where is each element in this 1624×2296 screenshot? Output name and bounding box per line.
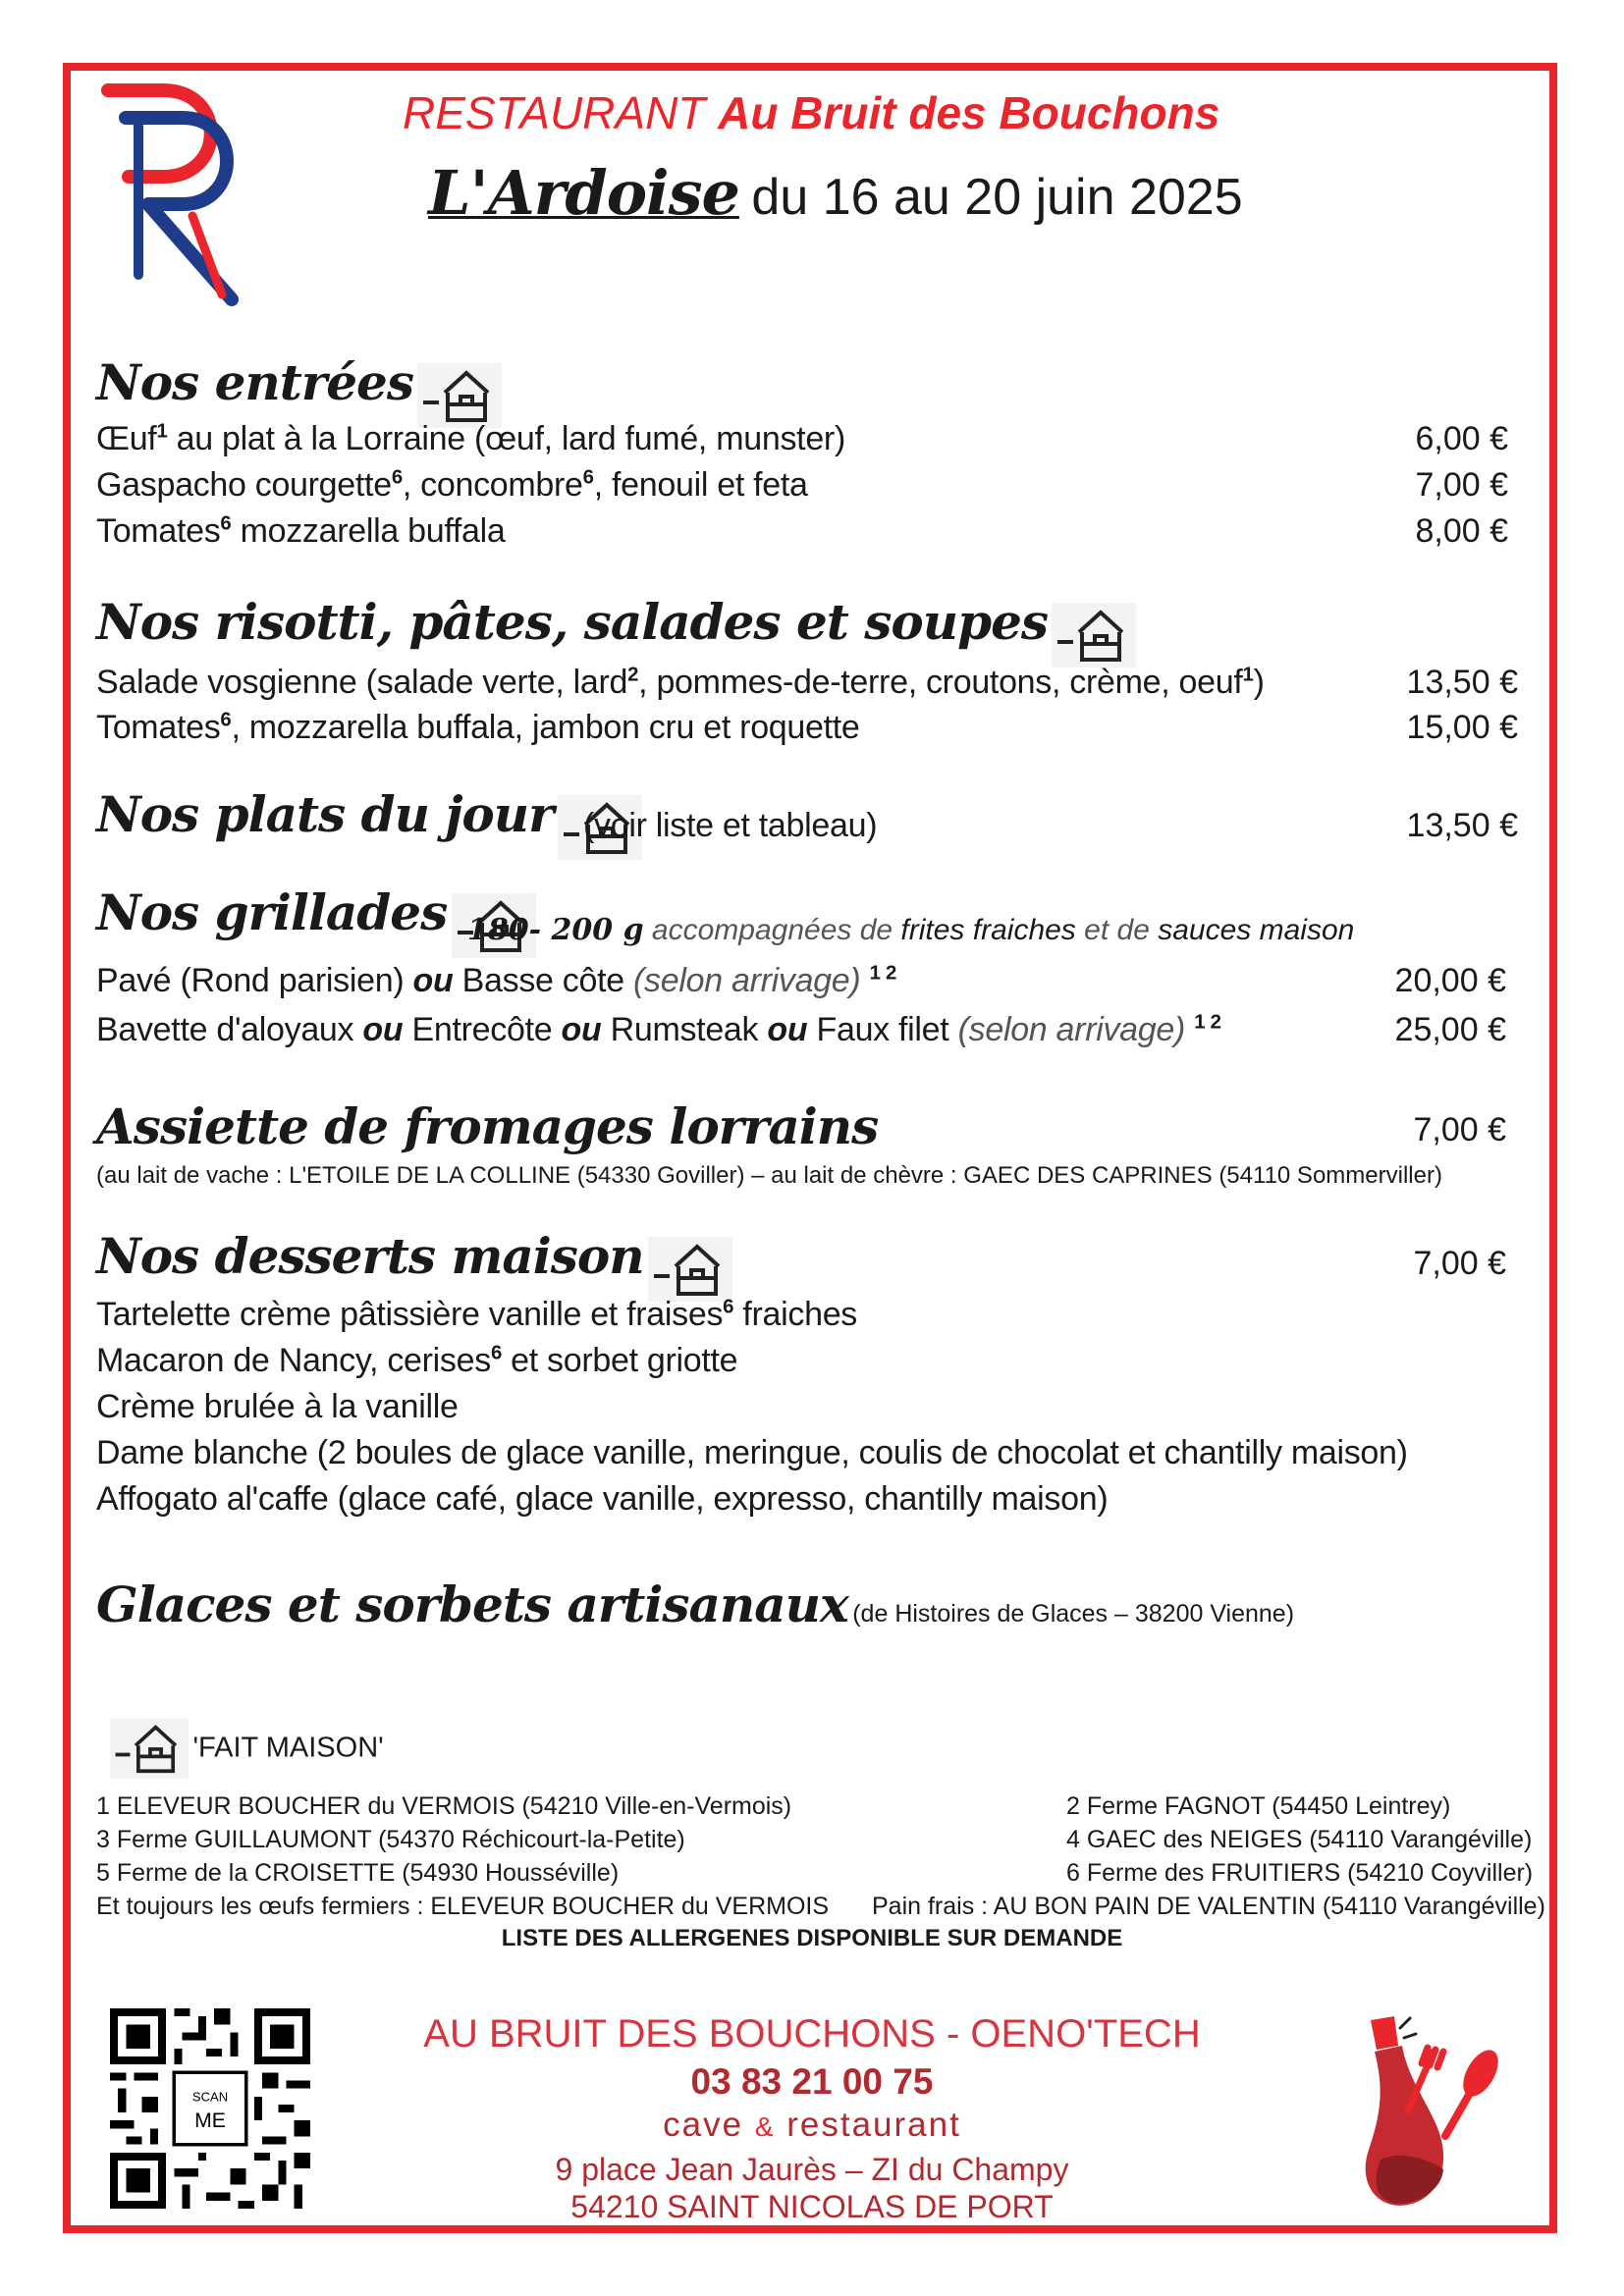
bottle-cutlery-logo bbox=[1351, 2012, 1518, 2209]
risotti-1-name-c: ) bbox=[1253, 664, 1265, 701]
section-glaces-heading bbox=[96, 1575, 1294, 1633]
grillades-desc-a: accompagnées de bbox=[651, 914, 893, 946]
entree-2-name-a: Gaspacho courgette bbox=[96, 466, 392, 504]
allergen-ref: 6 bbox=[220, 709, 232, 731]
footer-amp: & bbox=[754, 2111, 776, 2142]
footer-name: AU BRUIT DES BOUCHONS - OENO'TECH bbox=[423, 2012, 1201, 2056]
section-glaces-title: Glaces et sorbets artisanaux bbox=[96, 1575, 848, 1633]
grillades-1-a: Pavé (Rond parisien) bbox=[96, 962, 405, 999]
section-grillades-title: Nos grillades bbox=[96, 883, 448, 941]
grillades-1-c: (selon arrivage) bbox=[633, 962, 861, 999]
grillades-desc-c: et de bbox=[1084, 914, 1150, 946]
allergen-ref: 6 bbox=[582, 466, 594, 489]
entree-item-1 bbox=[96, 420, 845, 458]
grillades-2-d: Faux filet bbox=[816, 1011, 949, 1048]
dessert-1-a: Tartelette crème pâtissière vanille et fraises bbox=[96, 1296, 724, 1333]
section-entrees-title: Nos entrées bbox=[96, 353, 413, 411]
dessert-item-4: Dame blanche (2 boules de glace vanille, meringue, coulis de chocolat et chantilly maison) bbox=[96, 1434, 1408, 1471]
supplier-6: 6 Ferme des FRUITIERS (54210 Coyviller) bbox=[1066, 1859, 1534, 1887]
fait-maison-label: 'FAIT MAISON' bbox=[192, 1732, 384, 1764]
grillades-weight: 180- 200 g bbox=[467, 913, 644, 947]
risotti-1-name-a: Salade vosgienne (salade verte, lard bbox=[96, 664, 628, 701]
entree-item-3 bbox=[96, 512, 506, 551]
grillades-desc-d: sauces maison bbox=[1158, 914, 1355, 946]
qr-scan-text: SCAN bbox=[191, 2089, 229, 2105]
grillades-desc-b: frites fraiches bbox=[900, 914, 1076, 946]
grillades-2-ou1: ou bbox=[362, 1011, 404, 1048]
qr-me-text: ME bbox=[194, 2109, 226, 2132]
section-risotti-title: Nos risotti, pâtes, salades et soupes bbox=[96, 593, 1049, 651]
supplier-5: 5 Ferme de la CROISETTE (54930 Housséville) bbox=[96, 1859, 620, 1887]
grillades-item-2 bbox=[96, 1011, 1221, 1049]
risotti-item-1 bbox=[96, 664, 1265, 702]
fait-maison-icon bbox=[417, 363, 502, 428]
entree-3-price: 8,00 € bbox=[1415, 512, 1508, 550]
dessert-item-5: Affogato al'caffe (glace café, glace vanille, expresso, chantilly maison) bbox=[96, 1480, 1109, 1518]
grillades-item-1 bbox=[96, 962, 896, 1000]
section-desserts-title: Nos desserts maison bbox=[96, 1227, 644, 1285]
allergen-ref: 6 bbox=[220, 512, 232, 535]
risotti-1-price: 13,50 € bbox=[1406, 664, 1518, 701]
restaurant-header bbox=[403, 86, 1219, 139]
section-plats-heading bbox=[96, 785, 642, 860]
section-desserts-heading bbox=[96, 1227, 732, 1302]
grillades-2-b: Entrecôte bbox=[411, 1011, 553, 1048]
risotti-item-2 bbox=[96, 709, 860, 747]
dessert-2-a: Macaron de Nancy, cerises bbox=[96, 1342, 491, 1379]
section-risotti-heading bbox=[96, 593, 1136, 667]
supplier-3: 3 Ferme GUILLAUMONT (54370 Réchicourt-la-Petite) bbox=[96, 1826, 685, 1853]
entree-1-name-b: au plat à la Lorraine (œuf, lard fumé, munster) bbox=[167, 420, 845, 457]
fait-maison-icon bbox=[648, 1237, 732, 1302]
allergens-note: LISTE DES ALLERGENES DISPONIBLE SUR DEMANDE bbox=[501, 1925, 1123, 1951]
eggs-supplier: Et toujours les œufs fermiers : ELEVEUR BOUCHER du VERMOIS bbox=[96, 1893, 830, 1920]
footer-address-1: 9 place Jean Jaurès – ZI du Champy bbox=[555, 2152, 1069, 2187]
footer-cave: cave bbox=[663, 2106, 744, 2144]
grillades-2-c: Rumsteak bbox=[610, 1011, 759, 1048]
allergen-ref: 1 bbox=[1242, 664, 1254, 686]
risotti-2-price: 15,00 € bbox=[1406, 709, 1518, 746]
grillades-description bbox=[467, 913, 1354, 947]
grillades-2-price: 25,00 € bbox=[1394, 1011, 1506, 1048]
risotti-2-name-b: , mozzarella buffala, jambon cru et roquette bbox=[231, 709, 860, 746]
entree-1-price: 6,00 € bbox=[1415, 420, 1508, 457]
section-fromages-title: Assiette de fromages lorrains bbox=[96, 1097, 879, 1155]
section-entrees-heading bbox=[96, 353, 502, 428]
allergen-ref: 6 bbox=[723, 1296, 734, 1318]
entree-2-name-c: , fenouil et feta bbox=[593, 466, 808, 504]
entree-1-name-a: Œuf bbox=[96, 420, 157, 457]
plats-note: (voir liste et tableau) bbox=[583, 807, 878, 844]
fromages-note: (au lait de vache : L'ETOILE DE LA COLLINE (54330 Goviller) – au lait de chèvre : GAEC DES CAPRINES (54110 Sommerviller) bbox=[96, 1162, 1442, 1189]
restaurant-name: Au Bruit des Bouchons bbox=[718, 87, 1220, 138]
supplier-4: 4 GAEC des NEIGES (54110 Varangéville) bbox=[1066, 1826, 1533, 1853]
grillades-1-price: 20,00 € bbox=[1394, 962, 1506, 999]
fait-maison-icon bbox=[110, 1718, 189, 1779]
risotti-1-name-b: , pommes-de-terre, croutons, crème, oeuf bbox=[638, 664, 1243, 701]
footer-address-2: 54210 SAINT NICOLAS DE PORT bbox=[570, 2189, 1054, 2224]
fromages-price: 7,00 € bbox=[1413, 1111, 1506, 1148]
allergen-ref: 1 2 bbox=[1194, 1011, 1221, 1034]
fait-maison-icon bbox=[1052, 603, 1136, 667]
plats-price: 13,50 € bbox=[1406, 807, 1518, 844]
entree-3-name-b: mozzarella buffala bbox=[231, 512, 506, 550]
grillades-2-ou2: ou bbox=[561, 1011, 602, 1048]
footer-phone[interactable]: 03 83 21 00 75 bbox=[690, 2061, 934, 2102]
dessert-item-1 bbox=[96, 1296, 857, 1334]
allergen-ref: 2 bbox=[627, 664, 639, 686]
dessert-item-3: Crème brulée à la vanille bbox=[96, 1388, 459, 1425]
menu-title: L'Ardoise bbox=[428, 157, 739, 229]
fait-maison-legend bbox=[110, 1718, 384, 1779]
glaces-note: (de Histoires de Glaces – 38200 Vienne) bbox=[852, 1600, 1295, 1628]
restaurant-label: RESTAURANT bbox=[403, 87, 706, 138]
dessert-1-b: fraiches bbox=[733, 1296, 857, 1333]
supplier-2: 2 Ferme FAGNOT (54450 Leintrey) bbox=[1066, 1792, 1451, 1820]
bread-supplier: Pain frais : AU BON PAIN DE VALENTIN (54110 Varangéville) bbox=[872, 1893, 1545, 1920]
entree-2-name-b: , concombre bbox=[402, 466, 583, 504]
restaurant-logo bbox=[94, 79, 251, 310]
grillades-2-ou3: ou bbox=[767, 1011, 808, 1048]
supplier-1: 1 ELEVEUR BOUCHER du VERMOIS (54210 Ville-en-Vermois) bbox=[96, 1792, 792, 1820]
grillades-2-e: (selon arrivage) bbox=[957, 1011, 1186, 1048]
grillades-1-ou: ou bbox=[412, 962, 454, 999]
allergen-ref: 1 bbox=[156, 420, 168, 443]
allergen-ref: 6 bbox=[391, 466, 403, 489]
grillades-2-a: Bavette d'aloyaux bbox=[96, 1011, 354, 1048]
desserts-price: 7,00 € bbox=[1413, 1245, 1506, 1282]
dessert-item-2 bbox=[96, 1342, 737, 1380]
menu-dates: du 16 au 20 juin 2025 bbox=[751, 169, 1243, 226]
grillades-1-b: Basse côte bbox=[461, 962, 624, 999]
risotti-2-name-a: Tomates bbox=[96, 709, 221, 746]
menu-title-row bbox=[428, 157, 1243, 229]
entree-2-price: 7,00 € bbox=[1415, 466, 1508, 504]
entree-item-2 bbox=[96, 466, 808, 505]
allergen-ref: 1 2 bbox=[869, 962, 897, 985]
footer-restaurant: restaurant bbox=[786, 2106, 961, 2144]
allergen-ref: 6 bbox=[490, 1342, 502, 1364]
entree-3-name-a: Tomates bbox=[96, 512, 221, 550]
dessert-2-b: et sorbet griotte bbox=[501, 1342, 738, 1379]
section-plats-title: Nos plats du jour bbox=[96, 785, 554, 843]
